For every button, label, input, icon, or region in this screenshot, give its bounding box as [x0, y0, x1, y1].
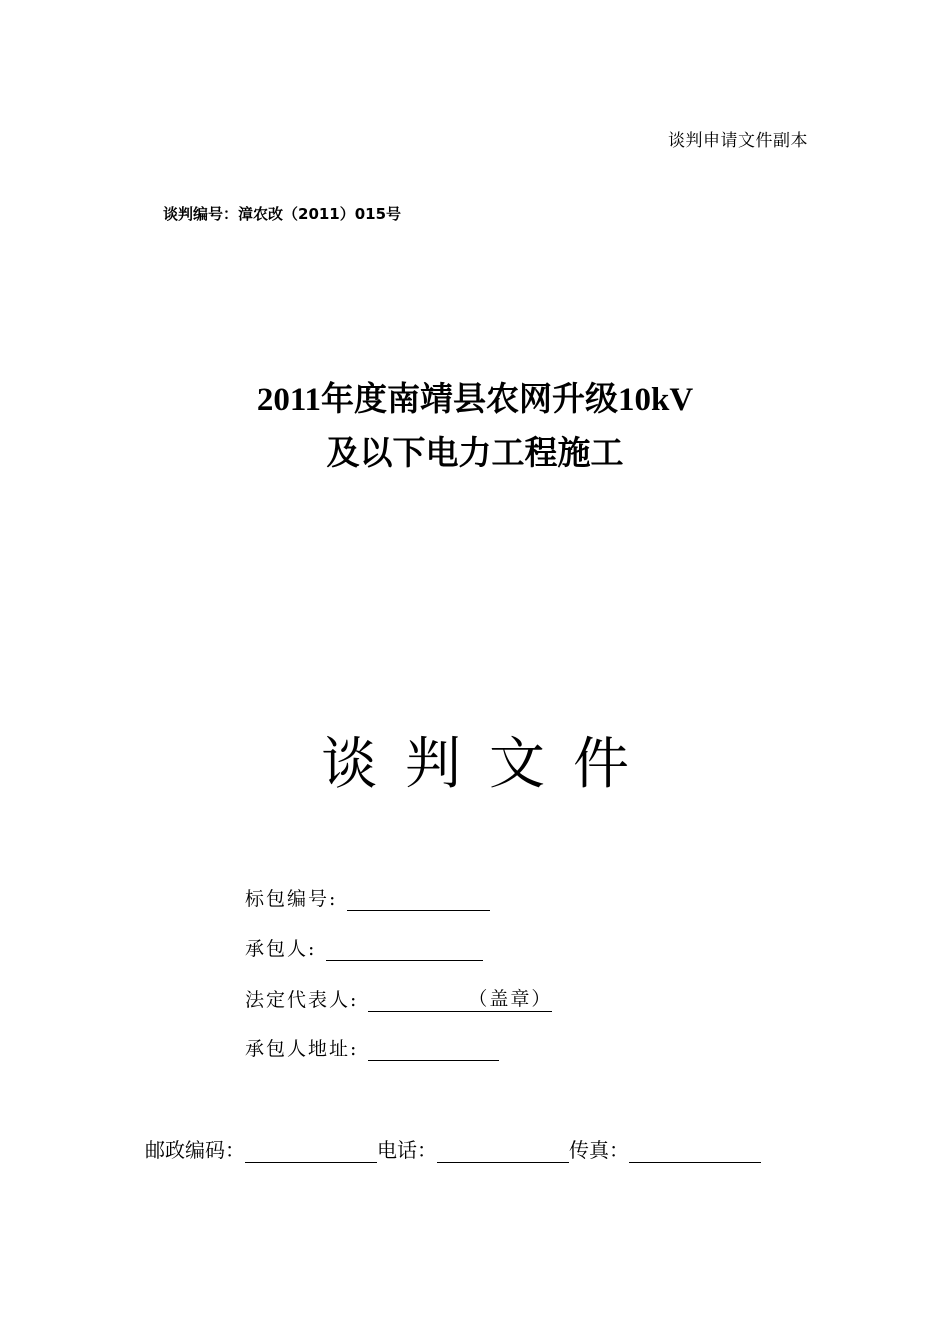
contractor-label: 承包人: — [245, 938, 317, 960]
fax-label: 传真： — [569, 1138, 629, 1162]
postal-code-blank[interactable] — [245, 1140, 377, 1163]
project-title-line-1: 2011年度南靖县农网升级10kV — [256, 382, 694, 418]
contact-row — [145, 1134, 761, 1163]
contractor-address-blank[interactable] — [368, 1040, 499, 1061]
phone-label: 电话： — [377, 1138, 437, 1162]
negotiation-number: 谈判编号：漳农改（2011）015号 — [163, 205, 402, 223]
project-title-line-2: 及以下电力工程施工 — [326, 436, 624, 472]
legal-representative-label: 法定代表人: — [245, 989, 359, 1011]
legal-representative-blank[interactable] — [368, 991, 468, 1012]
stamp-label: （盖章） — [468, 984, 552, 1012]
fax-blank[interactable] — [629, 1140, 761, 1163]
copy-label: 谈判申请文件副本 — [668, 131, 808, 151]
postal-code-label: 邮政编码： — [145, 1138, 245, 1162]
contractor-address-label: 承包人地址: — [245, 1038, 359, 1060]
package-number-label: 标包编号: — [245, 888, 338, 910]
document-title: 谈判文件 — [321, 732, 657, 797]
contractor-field — [245, 934, 483, 961]
package-number-blank[interactable] — [347, 890, 490, 911]
legal-representative-field — [245, 984, 552, 1012]
contractor-blank[interactable] — [326, 940, 483, 961]
package-number-field — [245, 884, 490, 911]
contractor-address-field — [245, 1034, 499, 1061]
phone-blank[interactable] — [437, 1140, 569, 1163]
